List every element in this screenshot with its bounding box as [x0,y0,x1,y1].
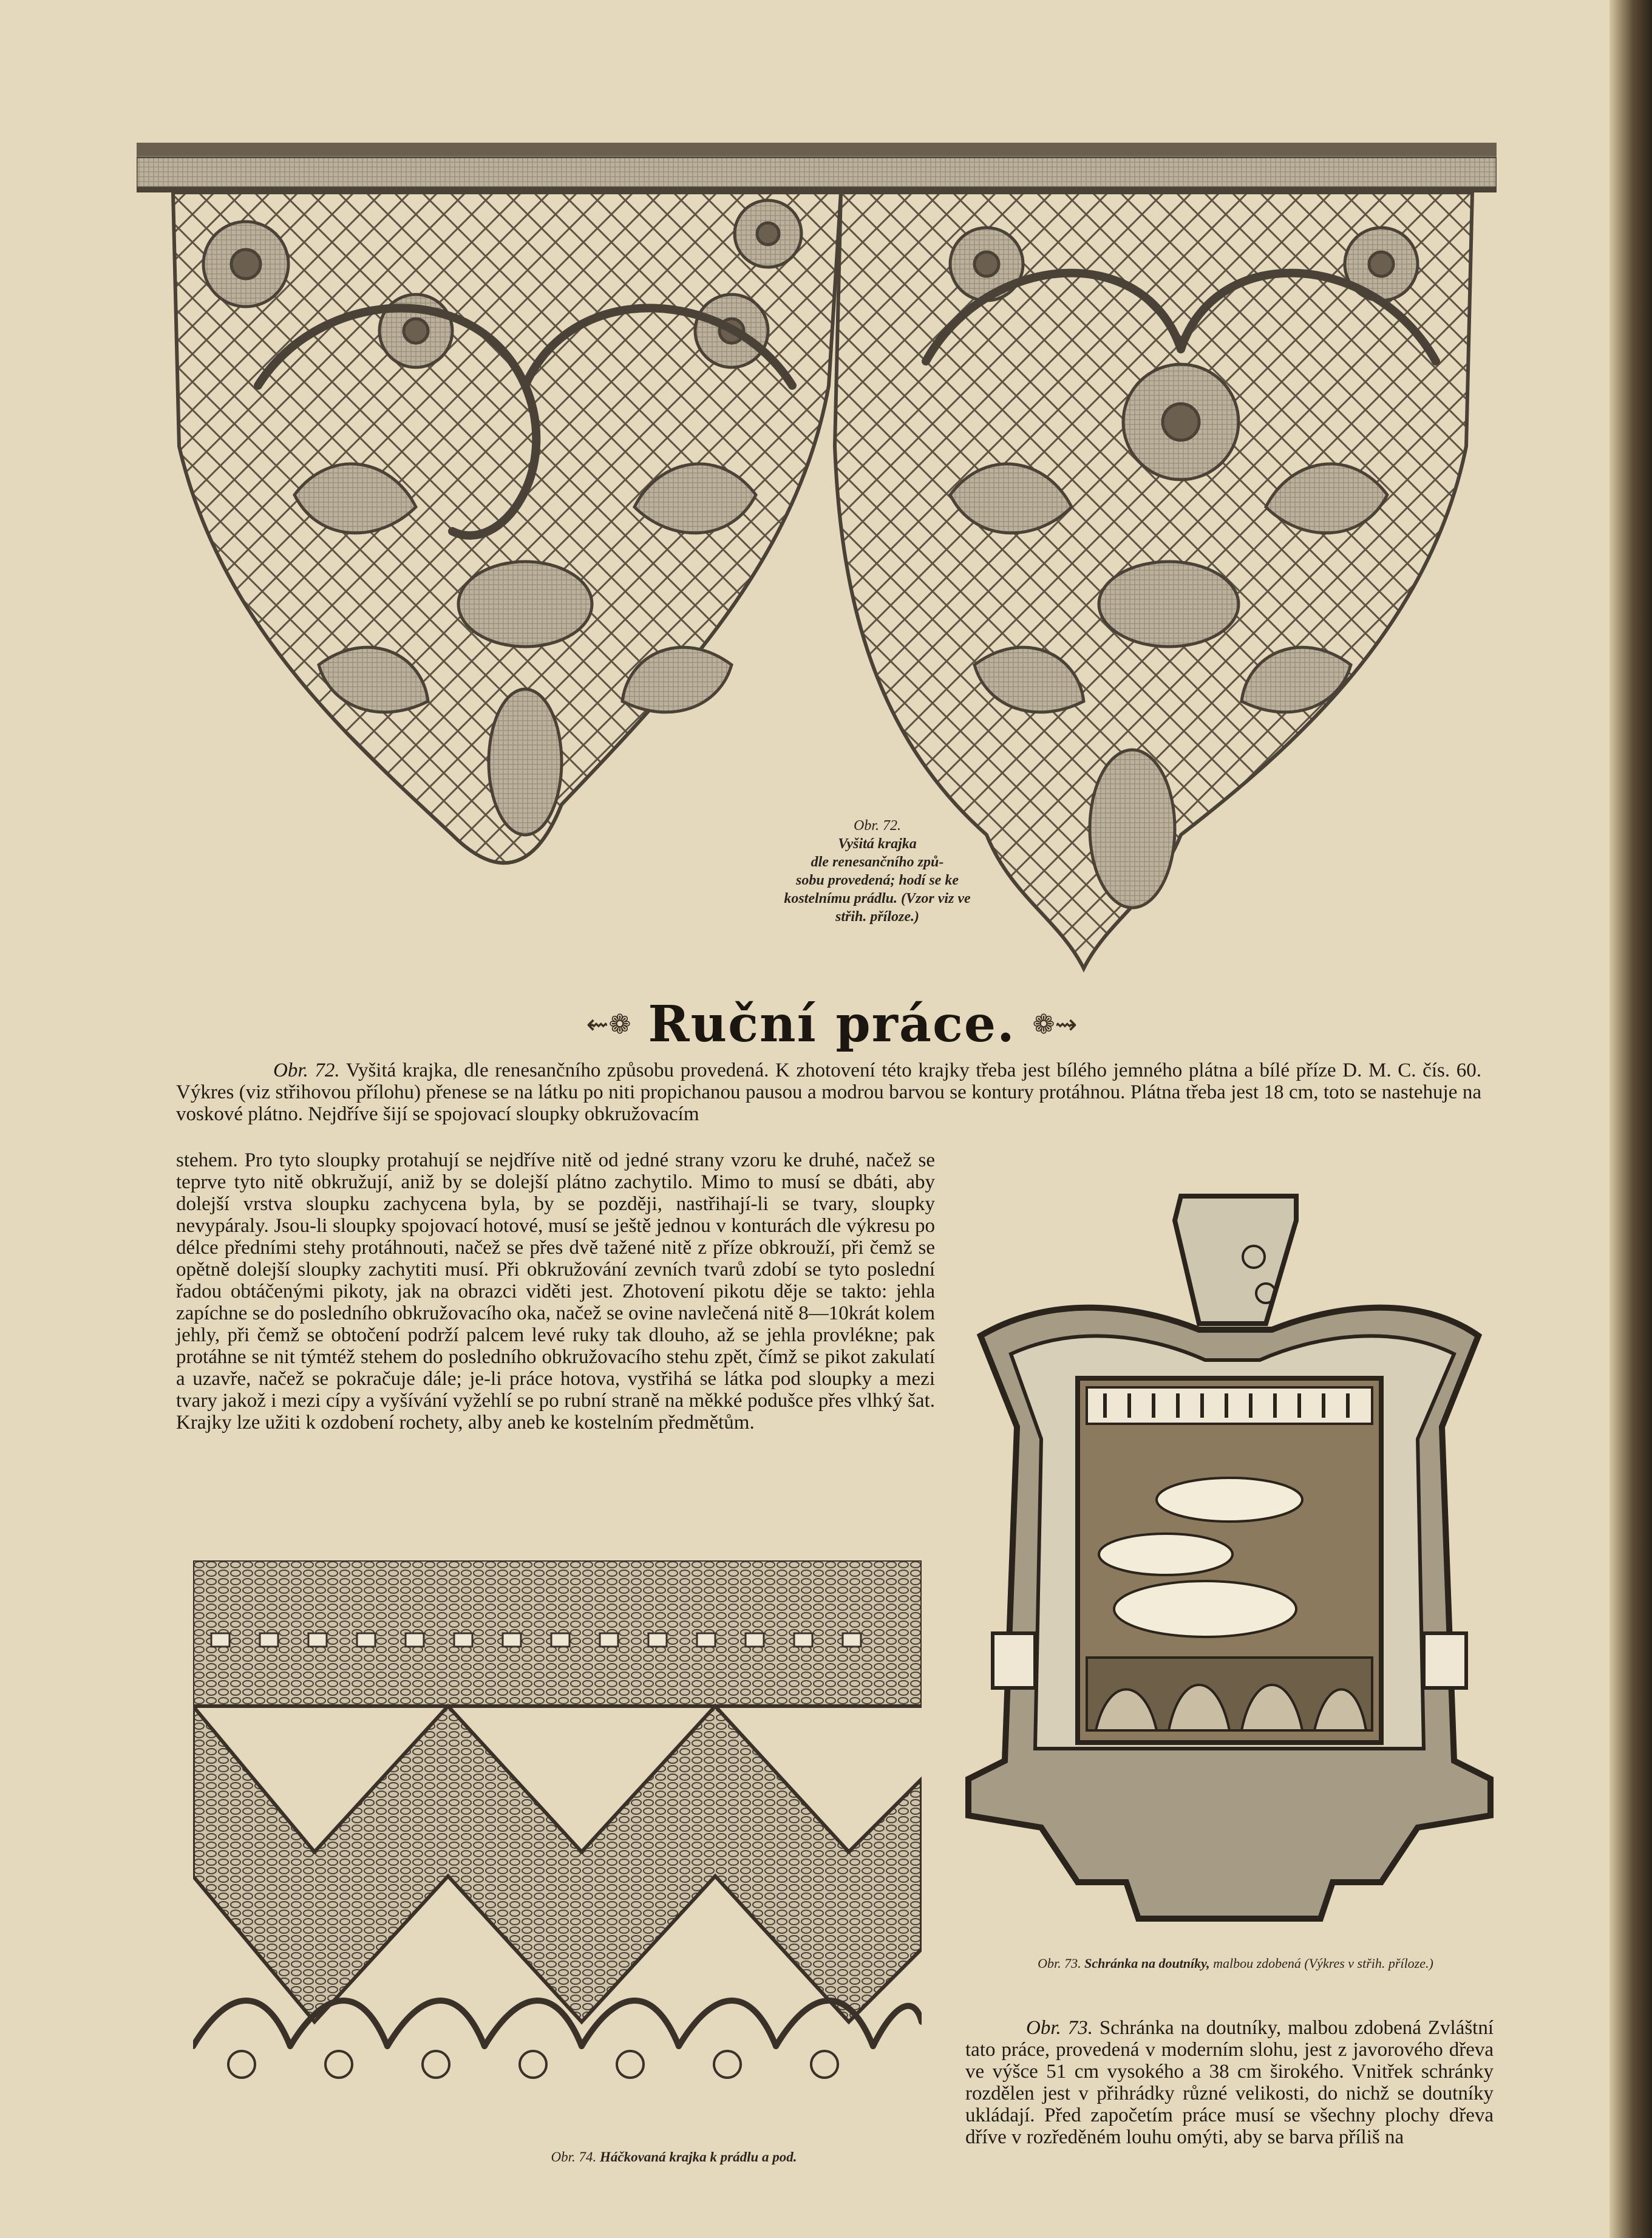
figure-72-caption-line6: střih. příloze.) [835,909,920,925]
figure-72-caption [707,817,1047,926]
flourish-right-icon: ❁⇝ [1032,1008,1078,1040]
figure-72-caption-title: Vyšitá krajka [838,836,917,852]
figure-72-lace-illustration [137,131,1497,981]
article-72-body: stehem. Pro tyto sloupky protahují se nejdříve nitě od jedné strany vzoru ke druhé, načež se teprve tyto nitě obkružují, aniž by se dolejší plátno zachytilo. Mimo to musí se dbáti, aby dolejší vrstva sloupku zachycena byla, by se později, nastřihají-li se tvary, sloupky nevypáraly. Jsou-li sloupky spojovací hotové, musí se ještě jednou v konturách dle výkresu po délce předními stehy protáhnouti, načež se přes dvě tažené nitě z příze obkrouží, při čemž se opětně dolejší sloupky zachytiti musí. Při obkružování zevních tvarů zdobí se tyto poslední řadou obtáčenými pikoty, jak na obrazci viděti jest. Zhotovení pikotu děje se takto: jehla zapíchne se do posledního obkružovacího oka, načež se ovine navlečená nitě 8—10krát kolem jehly, při čemž se obtočení podrží palcem levé ruky tak dlouho, až se jehla provlékne; pak protáhne se nit týmtéž stehem do posledního obkružovacího stehu zpět, čímž se pikot zakulatí a uzavře, načež se pokračuje dále; je-li práce hotova, vystřihá se látka pod sloupky a mezi tvary jakož i mezi cípy a vyšívání vyžehlí se po rubní straně na měkké podušce přes vlhký šat. Krajky lze užiti k ozdobení rochety, alby aneb ke kostelním předmětům. [176,1149,935,1434]
book-spine-shadow [1610,0,1652,2238]
article-73-body [965,2017,1494,2211]
figure-73-cigar-box-illustration [956,1184,1497,1931]
figure-73-caption-title: Schránka na doutníky, [1084,1956,1210,1971]
figure-74-caption [461,2149,886,2165]
section-title-text: Ruční práce. [648,995,1016,1053]
figure-73-caption [974,1955,1497,1972]
figure-74-caption-title: Háčkovaná krajka k prádlu a pod. [599,2149,797,2165]
article-73-lead: Obr. 73. [1026,2017,1093,2039]
figure-73-caption-number: Obr. 73. [1038,1956,1081,1971]
figure-74-crochet-lace-illustration [193,1560,922,2119]
figure-72-caption-line5: kostelnímu prádlu. (Vzor viz ve [784,891,971,906]
article-72-lead: Obr. 72. [273,1059,340,1081]
figure-72-caption-line3: dle renesančního způ- [811,854,944,870]
figure-74-caption-number: Obr. 74. [551,2149,597,2165]
article-72-intro-text: Vyšitá krajka, dle renesančního způsobu provedená. K zhotovení této krajky třeba jest bílého jemného plátna a bílé příze D. M. C. čís. 60. Výkres (viz střihovou přílohu) přenese se na látku po niti propichanou pausou a modrou barvou se kontury protáhnou. Plátna třeba jest 18 cm, toto se nastehuje na voskové plátno. Nejdříve šijí se spojovací sloupky obkružovacím [176,1059,1481,1125]
lace-74-svg [193,1560,922,2119]
article-72-intro [176,1059,1481,1149]
article-73-text: Schránka na doutníky, malbou zdobená Zvláštní tato práce, provedená v moderním slohu, jest z javorového dřeva ve výšce 51 cm vysokého a 38 cm širokého. Vnitřek schránky rozdělen jest v přihrádky různé velikosti, do nichž se doutníky ukládají. Před započetím práce musí se všechny plochy dřeva dříve v rozředěném louhu omýti, aby se barva příliš na [965,2017,1494,2148]
flourish-left-icon: ⇜❁ [586,1008,631,1040]
section-title [583,991,1081,1058]
figure-72-caption-number: Obr. 72. [853,818,901,834]
figure-73-caption-rest: malbou zdobená (Výkres v střih. příloze.) [1213,1956,1433,1971]
cigar-box-svg [956,1184,1497,1931]
figure-72-caption-line4: sobu provedená; hodí se ke [796,872,959,888]
